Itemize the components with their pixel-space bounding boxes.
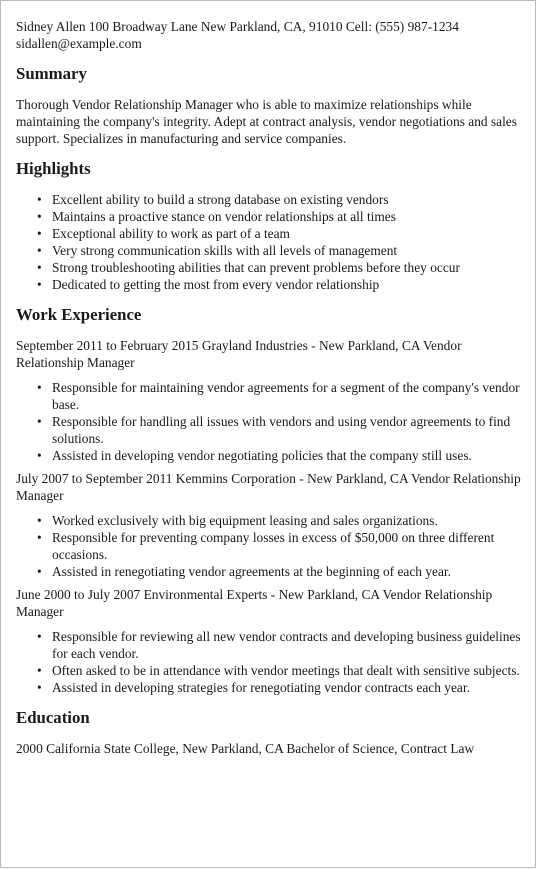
job-entry — [16, 586, 521, 696]
job-entry — [16, 470, 521, 580]
list-item: • Responsible for reviewing all new vendor contracts and developing business guidelines for each vendor. — [52, 628, 521, 662]
list-item: • Responsible for maintaining vendor agreements for a segment of the company's vendor base. — [52, 379, 521, 413]
experience-heading: Work Experience — [16, 305, 142, 324]
list-item: • Assisted in developing vendor negotiating policies that the company still uses. — [52, 447, 521, 464]
education-heading: Education — [16, 708, 90, 727]
education-section — [16, 708, 521, 757]
list-item: • Assisted in developing strategies for renegotiating vendor contracts each year. — [52, 679, 521, 696]
highlights-heading: Highlights — [16, 159, 91, 178]
experience-section — [16, 305, 521, 696]
contact-line: Sidney Allen 100 Broadway Lane New Parkland, CA, 91010 Cell: (555) 987-1234 — [16, 19, 459, 34]
list-item: • Exceptional ability to work as part of a team — [52, 225, 521, 242]
job-header: July 2007 to September 2011 Kemmins Corporation - New Parkland, CA Vendor Relationship Manager — [16, 471, 521, 503]
summary-section — [16, 64, 521, 147]
list-item: • Strong troubleshooting abilities that can prevent problems before they occur — [52, 259, 521, 276]
list-item: • Worked exclusively with big equipment leasing and sales organizations. — [52, 512, 521, 529]
job-header: June 2000 to July 2007 Environmental Experts - New Parkland, CA Vendor Relationship Manager — [16, 587, 493, 619]
job-bullets — [16, 379, 521, 464]
highlights-section — [16, 159, 521, 293]
contact-email: sidallen@example.com — [16, 36, 142, 51]
summary-heading: Summary — [16, 64, 87, 83]
list-item: • Maintains a proactive stance on vendor relationships at all times — [52, 208, 521, 225]
job-header: September 2011 to February 2015 Grayland Industries - New Parkland, CA Vendor Relationship Manager — [16, 338, 462, 370]
job-bullets — [16, 628, 521, 696]
list-item: • Responsible for preventing company losses in excess of $50,000 on three different occasions. — [52, 529, 521, 563]
highlights-list — [16, 191, 521, 293]
job-entry — [16, 337, 521, 464]
list-item: • Dedicated to getting the most from every vendor relationship — [52, 276, 521, 293]
list-item: • Very strong communication skills with all levels of management — [52, 242, 521, 259]
summary-text: Thorough Vendor Relationship Manager who is able to maximize relationships while maintaining the company's integrity. Adept at contract analysis, vendor negotiations and sales support. Specializes in manufacturing and service companies. — [16, 97, 517, 146]
list-item: • Excellent ability to build a strong database on existing vendors — [52, 191, 521, 208]
list-item: • Responsible for handling all issues with vendors and using vendor agreements to find solutions. — [52, 413, 521, 447]
job-bullets — [16, 512, 521, 580]
list-item: • Assisted in renegotiating vendor agreements at the beginning of each year. — [52, 563, 521, 580]
contact-block — [16, 18, 521, 52]
list-item: • Often asked to be in attendance with vendor meetings that dealt with sensitive subjects. — [52, 662, 521, 679]
education-text: 2000 California State College, New Parkland, CA Bachelor of Science, Contract Law — [16, 741, 475, 756]
